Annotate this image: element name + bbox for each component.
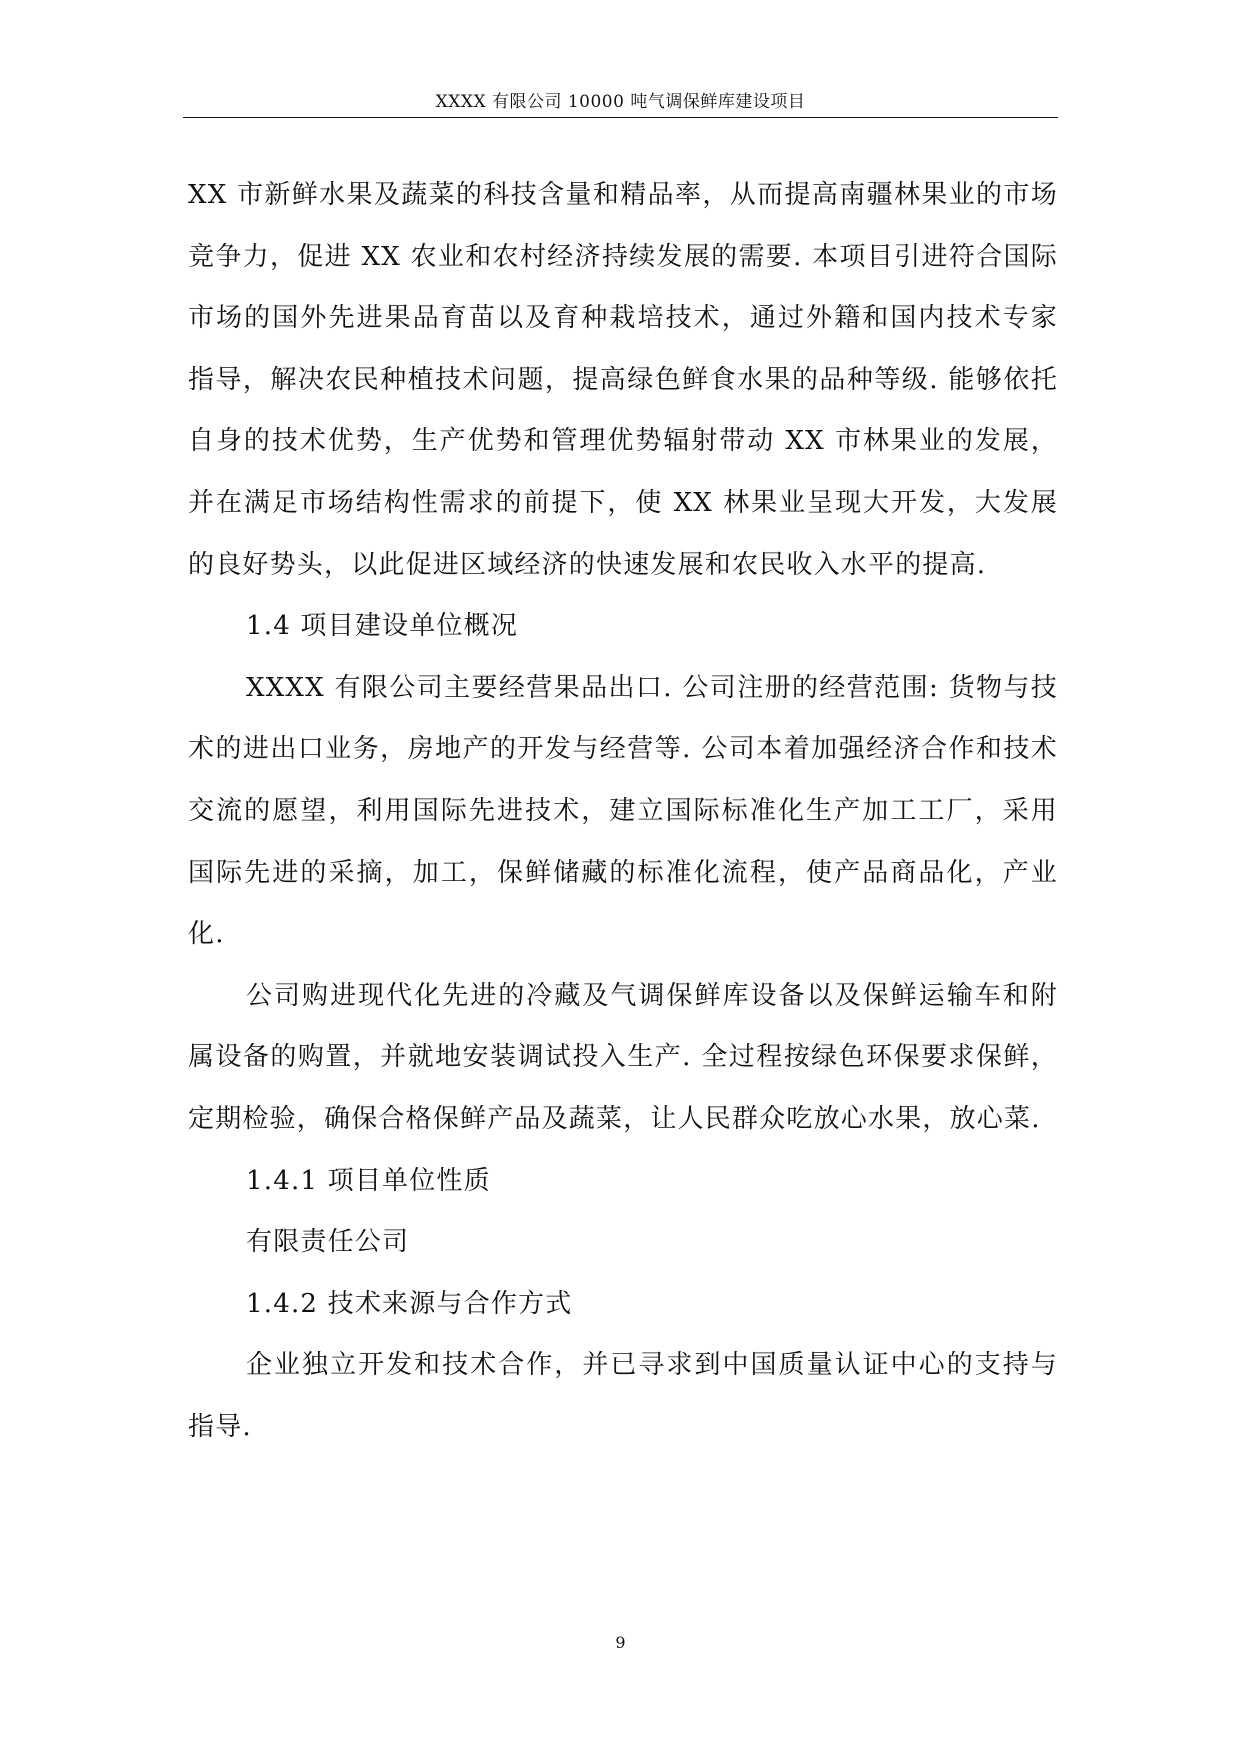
- page-number: 9: [615, 1633, 626, 1652]
- document-body: [188, 165, 1058, 1458]
- section-heading-1-4: 1.4 项目建设单位概况: [246, 611, 519, 642]
- paragraph-company-type: 有限责任公司: [246, 1227, 410, 1258]
- header-divider: [183, 117, 1058, 118]
- section-heading-1-4-1: 1.4.1 项目单位性质: [246, 1165, 491, 1196]
- paragraph-company-overview: XXXX 有限公司主要经营果品出口. 公司注册的经营范围: 货物与技术的进出口业务，房地产的开发与经营等. 公司本着加强经济合作和技术交流的愿望，利用国际先进技术，建立国际标准化生产加工工厂，采用国际先进的采摘，加工，保鲜储藏的标准化流程，使产品商品化，产业化.: [188, 672, 1058, 950]
- page-header: XXXX 有限公司 10000 吨气调保鲜库建设项目: [435, 92, 806, 112]
- paragraph-equipment: 公司购进现代化先进的冷藏及气调保鲜库设备以及保鲜运输车和附属设备的购置，并就地安装调试投入生产. 全过程按绿色环保要求保鲜，定期检验，确保合格保鲜产品及蔬菜，让人民群众吃放心水果，放心菜.: [188, 980, 1058, 1134]
- section-heading-1-4-2: 1.4.2 技术来源与合作方式: [246, 1288, 573, 1319]
- paragraph-continued: XX 市新鲜水果及蔬菜的科技含量和精品率，从而提高南疆林果业的市场竞争力，促进 XX 农业和农村经济持续发展的需要. 本项目引进符合国际市场的国外先进果品育苗以及育种栽培技术，通过外籍和国内技术专家指导，解决农民种植技术问题，提高绿色鲜食水果的品种等级. 能够依托自身的技术优势，生产优势和管理优势辐射带动 XX 市林果业的发展，并在满足市场结构性需求的前提下，使 XX 林果业呈现大开发，大发展的良好势头，以此促进区域经济的快速发展和农民收入水平的提高.: [188, 180, 1058, 580]
- paragraph-technology-source: 企业独立开发和技术合作，并已寻求到中国质量认证中心的支持与指导.: [188, 1350, 1058, 1442]
